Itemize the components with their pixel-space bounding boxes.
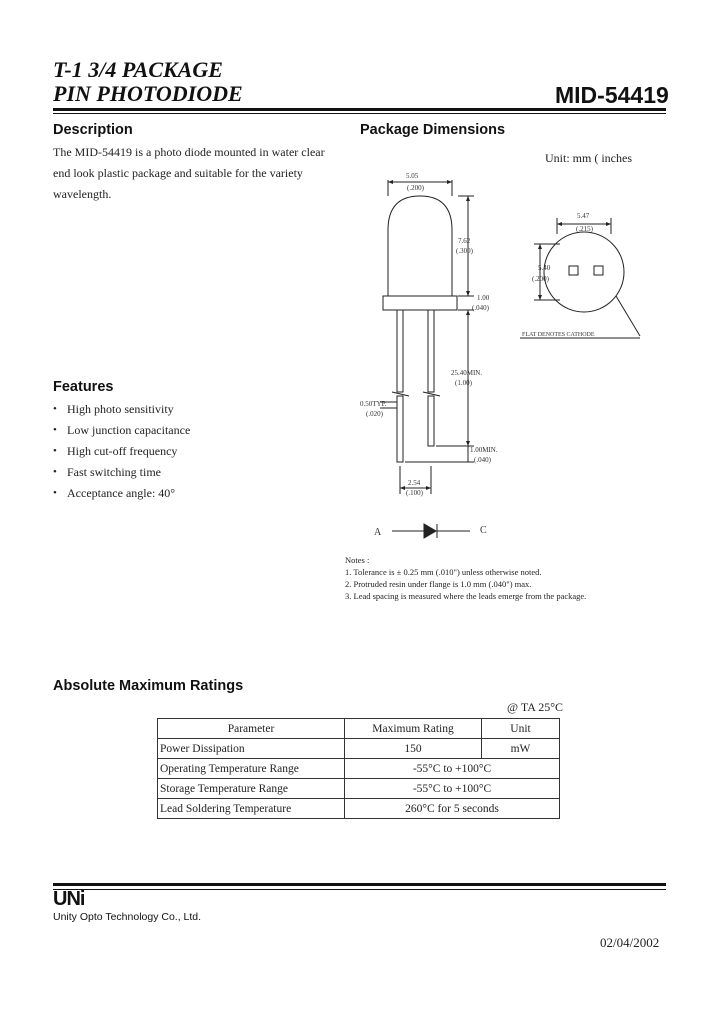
notes	[345, 554, 675, 602]
table-cell: mW	[482, 739, 560, 759]
company-name: Unity Opto Technology Co., Ltd.	[53, 911, 202, 923]
dim-top-w-in: (.215)	[576, 225, 593, 233]
title-line-2: PIN PHOTODIODE	[53, 81, 243, 106]
lead-right	[428, 310, 434, 392]
table-cell: -55°C to +100°C	[345, 779, 560, 799]
description-line: end look plastic package and suitable for the variety	[53, 166, 303, 180]
top-view-pad-right	[594, 266, 603, 275]
table-row	[158, 759, 560, 779]
dim-top-h: 5.40	[538, 264, 551, 272]
top-view-pad-left	[569, 266, 578, 275]
table-header-row	[158, 719, 560, 739]
part-number: MID-54419	[555, 82, 669, 108]
description-line: The MID-54419 is a photo diode mounted in water clear	[53, 145, 325, 159]
note-item: 2. Protruded resin under flange is 1.0 mm (.040") max.	[345, 579, 532, 589]
column-header: Unit	[482, 719, 560, 739]
dim-end: 1.00MIN.	[470, 446, 498, 454]
column-header: Maximum Rating	[345, 719, 482, 739]
dim-d1-in: (.200)	[407, 184, 424, 192]
package-heading: Package Dimensions	[360, 122, 506, 138]
column-header: Parameter	[158, 719, 345, 739]
footer-rule-thin	[53, 889, 666, 890]
ratings-table	[157, 718, 560, 819]
company-logo: UNi	[53, 888, 85, 910]
table-cell: Power Dissipation	[158, 739, 345, 759]
table-row	[158, 779, 560, 799]
dim-pin: 0.50TYP.	[360, 400, 387, 408]
feature-item: • High cut-off frequency	[53, 441, 190, 462]
dim-h2-in: (.040)	[472, 304, 489, 312]
feature-item: • Acceptance angle: 40°	[53, 483, 190, 504]
table-cell: Storage Temperature Range	[158, 779, 345, 799]
note-item: 1. Tolerance is ± 0.25 mm (.010") unless otherwise noted.	[345, 567, 542, 577]
table-cell: Lead Soldering Temperature	[158, 799, 345, 819]
description-line: wavelength.	[53, 187, 112, 201]
ratings-condition: @ TA 25°C	[507, 700, 564, 714]
dim-h1-in: (.300)	[456, 247, 473, 255]
feature-item: • Low junction capacitance	[53, 420, 190, 441]
table-row	[158, 799, 560, 819]
dim-lead-in: (1.00)	[455, 379, 472, 387]
table-cell: 260°C for 5 seconds	[345, 799, 560, 819]
dim-d1: 5.05	[406, 172, 419, 180]
dim-pitch: 2.54	[408, 479, 421, 487]
dim-lead: 25.40MIN.	[451, 369, 483, 377]
description-heading: Description	[53, 122, 133, 138]
table-cell: -55°C to +100°C	[345, 759, 560, 779]
flat-note: FLAT DENOTES CATHODE	[522, 332, 595, 338]
dim-pin-in: (.020)	[366, 410, 383, 418]
table-cell: Operating Temperature Range	[158, 759, 345, 779]
anode-label: A	[374, 527, 382, 538]
table-cell: 150	[345, 739, 482, 759]
footer-rule	[53, 883, 666, 886]
dim-h2: 1.00	[477, 294, 490, 302]
cathode-label: C	[480, 525, 487, 536]
dim-end-in: (.040)	[474, 456, 491, 464]
features-heading: Features	[53, 379, 114, 395]
note-item: 3. Lead spacing is measured where the leads emerge from the package.	[345, 591, 587, 601]
unit-label: Unit: mm ( inches	[545, 151, 632, 165]
feature-item: • High photo sensitivity	[53, 399, 190, 420]
dim-top-h-in: (.200)	[532, 275, 549, 283]
dim-pitch-in: (.100)	[406, 489, 423, 497]
notes-title: Notes :	[345, 555, 370, 565]
dim-h1: 7.62	[458, 237, 471, 245]
lead-left-lower	[397, 396, 403, 462]
led-flange	[383, 296, 457, 310]
doc-date: 02/04/2002	[600, 935, 660, 950]
lead-right-lower	[428, 396, 434, 446]
lead-left	[397, 310, 403, 392]
led-dome	[388, 196, 452, 296]
title-line-1: T-1 3/4 PACKAGE	[53, 57, 223, 82]
dim-top-w: 5.47	[577, 212, 590, 220]
ratings-heading: Absolute Maximum Ratings	[53, 678, 244, 694]
feature-item: • Fast switching time	[53, 462, 190, 483]
table-row	[158, 739, 560, 759]
